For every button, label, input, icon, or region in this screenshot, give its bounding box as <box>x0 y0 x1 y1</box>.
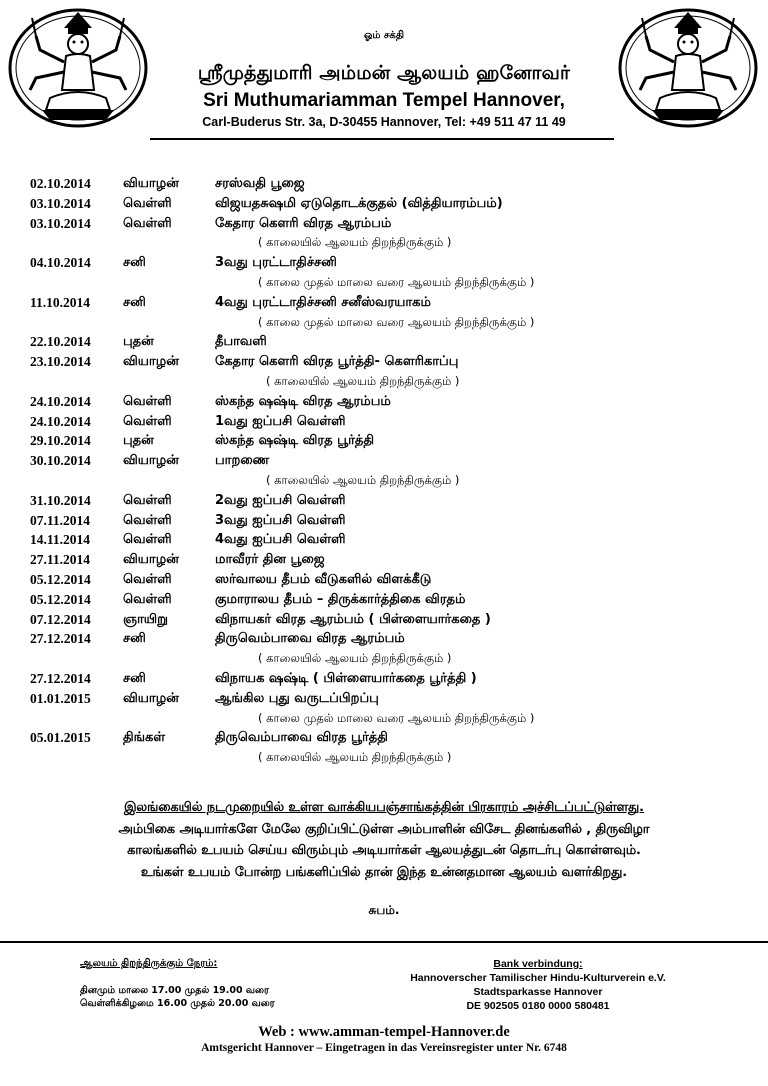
schedule-row <box>30 532 750 552</box>
schedule-row <box>30 671 750 691</box>
schedule-event: 1வது ஐப்பசி வெள்ளி <box>215 413 346 429</box>
schedule-note: ( காலை முதல் மாலை வரை ஆலயம் திறந்திருக்கும் ) <box>258 274 535 289</box>
schedule-day: வெள்ளி <box>123 512 172 528</box>
schedule-date: 24.10.2014 <box>30 393 91 409</box>
schedule-date: 27.12.2014 <box>30 631 91 647</box>
schedule-date: 27.12.2014 <box>30 670 91 686</box>
closing-message <box>20 797 748 883</box>
schedule-note-row <box>30 315 750 335</box>
schedule-row <box>30 295 750 315</box>
bank-iban: DE 902505 0180 0000 580481 <box>466 1000 610 1012</box>
temple-title-english: Sri Muthumariamman Tempel Hannover, <box>203 90 565 111</box>
schedule-date: 01.01.2015 <box>30 690 91 706</box>
schedule-event: 4வது புரட்டாதிச்சனி சனீஸ்வரயாகம் <box>215 294 431 310</box>
schedule-day: சனி <box>123 670 146 686</box>
deity-icon <box>6 6 150 136</box>
schedule-day: வெள்ளி <box>123 195 172 211</box>
schedule-day: வெள்ளி <box>123 591 172 607</box>
schedule-row <box>30 255 750 275</box>
website-link[interactable]: Web : www.amman-tempel-Hannover.de <box>258 1024 510 1040</box>
schedule-date: 05.12.2014 <box>30 591 91 607</box>
bank-title: Bank verbindung: <box>493 958 583 970</box>
schedule-day: வியாழன் <box>123 354 179 370</box>
schedule-date: 27.11.2014 <box>30 552 91 568</box>
schedule-row <box>30 176 750 196</box>
schedule-date: 22.10.2014 <box>30 334 91 350</box>
schedule-event: சரஸ்வதி பூஜை <box>215 176 305 191</box>
schedule-day: வியாழன் <box>123 552 179 568</box>
schedule-event: 2வது ஐப்பசி வெள்ளி <box>215 492 346 508</box>
schedule-date: 24.10.2014 <box>30 413 91 429</box>
schedule-event: 4வது ஐப்பசி வெள்ளி <box>215 532 346 548</box>
schedule-event: ஸர்வாலய தீபம் வீடுகளில் விளக்கீடு <box>215 571 432 587</box>
opening-hours-daily: தினமும் மாலை 17.00 முதல் 19.00 வரை <box>80 985 269 996</box>
deity-icon <box>616 6 760 136</box>
deity-emblem-left <box>6 6 150 136</box>
temple-address: Carl-Buderus Str. 3a, D-30455 Hannover, Tel: +49 511 47 11 49 <box>202 115 566 129</box>
schedule-day: சனி <box>123 631 146 647</box>
schedule-note-row <box>30 711 750 731</box>
footer-divider <box>0 941 768 943</box>
schedule-date: 31.10.2014 <box>30 492 91 508</box>
schedule-row <box>30 691 750 711</box>
schedule-note-row <box>30 275 750 295</box>
schedule-row <box>30 730 750 750</box>
subham-text: சுபம். <box>368 903 400 917</box>
schedule-day: வெள்ளி <box>123 492 172 508</box>
schedule-day: வெள்ளி <box>123 413 172 429</box>
schedule-day: சனி <box>123 255 146 271</box>
schedule-day: வெள்ளி <box>123 215 172 231</box>
register-note: Amtsgericht Hannover – Eingetragen in das Vereinsregister unter Nr. 6748 <box>201 1042 567 1054</box>
schedule-event: ஸ்கந்த ஷஷ்டி விரத ஆரம்பம் <box>215 393 391 409</box>
schedule-row <box>30 394 750 414</box>
schedule-day: வியாழன் <box>123 690 179 706</box>
schedule-day: ஞாயிறு <box>123 611 168 627</box>
schedule-date: 05.01.2015 <box>30 730 91 746</box>
schedule-note: ( காலையில் ஆலயம் திறந்திருக்கும் ) <box>258 651 452 666</box>
schedule-day: திங்கள் <box>123 730 166 746</box>
schedule-date: 07.11.2014 <box>30 512 91 528</box>
schedule-date: 11.10.2014 <box>30 294 91 310</box>
schedule-note: ( காலையில் ஆலயம் திறந்திருக்கும் ) <box>258 235 452 250</box>
bank-account-holder: Hannoverscher Tamilischer Hindu-Kulturverein e.V. <box>410 972 666 984</box>
schedule-date: 05.12.2014 <box>30 571 91 587</box>
schedule-event: 3வது ஐப்பசி வெள்ளி <box>215 512 346 528</box>
bank-details <box>388 957 688 1013</box>
schedule-row <box>30 631 750 651</box>
schedule-row <box>30 453 750 473</box>
schedule-event: கேதார கௌரி விரத பூர்த்தி- கௌரிகாப்பு <box>215 354 459 370</box>
schedule-event: தீபாவளி <box>215 334 267 350</box>
schedule-row <box>30 414 750 434</box>
schedule-day: புதன் <box>123 433 154 449</box>
schedule-note-row <box>30 374 750 394</box>
schedule-note-row <box>30 750 750 770</box>
schedule-note-row <box>30 473 750 493</box>
schedule-note: ( காலை முதல் மாலை வரை ஆலயம் திறந்திருக்கும் ) <box>258 710 535 725</box>
schedule-date: 14.11.2014 <box>30 532 91 548</box>
schedule-event: மாவீரர் தின பூஜை <box>215 552 325 568</box>
schedule-date: 29.10.2014 <box>30 433 91 449</box>
schedule-event: பாறணை <box>215 453 270 469</box>
schedule-date: 02.10.2014 <box>30 176 91 191</box>
schedule-row <box>30 334 750 354</box>
schedule-event: விநாயக ஷஷ்டி ( பிள்ளையார்கதை பூர்த்தி ) <box>215 670 477 686</box>
schedule-row <box>30 572 750 592</box>
closing-line-3: காலங்களில் உபயம் செய்ய விரும்பும் அடியார்கள் ஆலயத்துடன் தொடர்பு கொள்ளவும். <box>127 843 641 858</box>
schedule-note: ( காலையில் ஆலயம் திறந்திருக்கும் ) <box>266 373 460 388</box>
schedule-event: கேதார கௌரி விரத ஆரம்பம் <box>215 215 392 231</box>
schedule-day: வெள்ளி <box>123 532 172 548</box>
closing-line-1: இலங்கையில் நடமுறையில் உள்ள வாக்கியபஞ்சாங்கத்தின் பிரகாரம் அச்சிடப்பட்டுள்ளது. <box>123 800 645 815</box>
schedule-event: ஆங்கில புது வருடப்பிறப்பு <box>215 690 379 706</box>
schedule-row <box>30 592 750 612</box>
schedule-note-row <box>30 651 750 671</box>
schedule-event: விநாயகர் விரத ஆரம்பம் ( பிள்ளையார்கதை ) <box>215 611 491 627</box>
closing-line-4: உங்கள் உபயம் போன்ற பங்களிப்பில் தான் இந்த உன்னதமான ஆலயம் வளர்கிறது. <box>140 864 628 880</box>
schedule-row <box>30 513 750 533</box>
temple-title-tamil: ஸ்ரீமுத்துமாரி அம்மன் ஆலயம் ஹனோவர் <box>197 62 571 84</box>
schedule-day: வெள்ளி <box>123 571 172 587</box>
schedule-day: வியாழன் <box>123 453 179 469</box>
om-sakthi-heading: ஓம் சக்தி <box>363 30 405 41</box>
schedule-date: 07.12.2014 <box>30 611 91 627</box>
schedule-row <box>30 612 750 632</box>
schedule-date: 30.10.2014 <box>30 453 91 469</box>
schedule-date: 03.10.2014 <box>30 215 91 231</box>
schedule-note: ( காலையில் ஆலயம் திறந்திருக்கும் ) <box>258 750 452 765</box>
closing-line-2: அம்பிகை அடியார்களே மேலே குறிப்பிட்டுள்ள அம்பாளின் விசேட தினங்களில் , திருவிழா <box>118 821 650 837</box>
schedule-day: சனி <box>123 294 146 310</box>
schedule-date: 03.10.2014 <box>30 195 91 211</box>
schedule-day: வியாழன் <box>123 176 179 191</box>
opening-hours-title: ஆலயம் திறந்திருக்கும் நேரம்: <box>80 958 218 969</box>
schedule-note-row <box>30 235 750 255</box>
schedule-row <box>30 216 750 236</box>
opening-hours-friday: வெள்ளிக்கிழமை 16.00 முதல் 20.00 வரை <box>80 998 275 1009</box>
schedule-date: 04.10.2014 <box>30 255 91 271</box>
schedule-date: 23.10.2014 <box>30 354 91 370</box>
bank-name: Stadtsparkasse Hannover <box>473 986 603 998</box>
schedule-row <box>30 433 750 453</box>
schedule-event: குமாராலய தீபம் – திருக்கார்த்திகை விரதம் <box>215 591 466 607</box>
header-divider <box>150 138 614 140</box>
schedule-event: ஸ்கந்த ஷஷ்டி விரத பூர்த்தி <box>215 433 374 449</box>
festival-schedule <box>30 176 750 770</box>
schedule-note: ( காலை முதல் மாலை வரை ஆலயம் திறந்திருக்கும் ) <box>258 314 535 329</box>
deity-emblem-right <box>616 6 760 136</box>
schedule-event: திருவெம்பாவை விரத ஆரம்பம் <box>215 631 405 647</box>
schedule-event: திருவெம்பாவை விரத பூர்த்தி <box>215 730 388 746</box>
schedule-note: ( காலையில் ஆலயம் திறந்திருக்கும் ) <box>266 472 460 487</box>
schedule-event: விஜயதசுஷமி ஏடுதொடக்குதல் (வித்தியாரம்பம்) <box>215 195 503 211</box>
schedule-event: 3வது புரட்டாதிச்சனி <box>215 255 337 271</box>
schedule-day: புதன் <box>123 334 154 350</box>
schedule-row <box>30 354 750 374</box>
schedule-day: வெள்ளி <box>123 393 172 409</box>
schedule-row <box>30 196 750 216</box>
schedule-row <box>30 552 750 572</box>
schedule-row <box>30 493 750 513</box>
